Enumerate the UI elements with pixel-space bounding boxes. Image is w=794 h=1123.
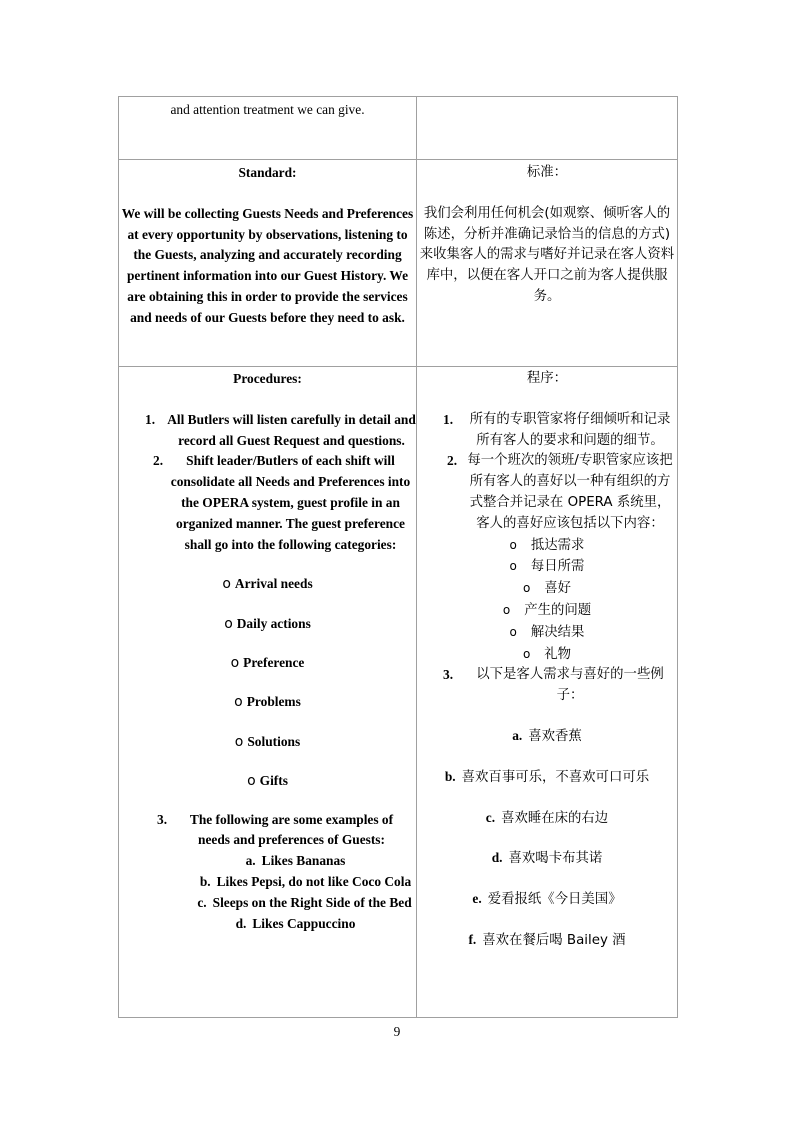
example-item: b. Likes Pepsi, do not like Coco Cola	[199, 874, 412, 890]
list-number: 3.	[443, 667, 454, 683]
list-number: 2.	[447, 453, 458, 469]
bullet-icon: o	[224, 615, 233, 632]
bullet-icon: o	[234, 733, 244, 750]
standard-zh-heading: 标准：	[526, 165, 568, 180]
standard-en-cell	[119, 160, 417, 367]
continued-text: and attention treatment we can give.	[170, 102, 365, 117]
category-item: o 抵达需求	[509, 537, 585, 553]
category-item: o Gifts	[247, 772, 288, 789]
table-row	[119, 160, 678, 367]
bullet-icon: o	[222, 576, 231, 593]
example-item: d. 喜欢喝卡布其诺	[491, 850, 603, 867]
list-item-text: 每一个班次的领班/专职管家应该把所有客人的喜好以一种有组织的方式整合并记录在 OPERA 系统里，客人的喜好应该包括以下内容：	[467, 453, 673, 531]
bullet-icon: o	[522, 581, 531, 596]
procedures-heading: Procedures:	[233, 371, 302, 386]
list-number: 1.	[145, 411, 156, 427]
en-cell	[119, 97, 417, 160]
category-item: o 每日所需	[509, 559, 585, 575]
list-item	[119, 410, 416, 452]
list-item	[417, 665, 677, 707]
bullet-icon: o	[247, 772, 256, 789]
list-number: 2.	[153, 453, 164, 469]
bullet-icon: o	[230, 654, 240, 671]
list-item-text: 以下是客人需求与喜好的一些例子：	[476, 667, 664, 704]
sop-table	[118, 96, 678, 1018]
list-item-text: Shift leader/Butlers of each shift will consolidate all Needs and Preferences into the OPERA system, guest profile in an organized manner. The guest preference shall go into the following categories:	[170, 453, 411, 552]
category-item: o 喜好	[522, 581, 572, 597]
procedures-en-cell	[119, 367, 417, 1018]
procedures-zh-cell	[417, 367, 678, 1018]
table-row	[119, 367, 678, 1018]
example-item: a. Likes Bananas	[245, 853, 346, 869]
example-item: c. Sleeps on the Right Side of the Bed	[197, 894, 412, 910]
category-item: o 解决结果	[509, 624, 585, 640]
bullet-icon: o	[522, 646, 531, 661]
category-item: o Problems	[234, 694, 301, 711]
list-item	[417, 410, 677, 452]
table-row	[119, 97, 678, 160]
list-number: 1.	[443, 411, 454, 427]
category-item: o Solutions	[234, 733, 301, 750]
page-number: 9	[393, 1024, 401, 1039]
example-item: d. Likes Cappuccino	[235, 915, 356, 931]
list-item	[119, 451, 416, 555]
category-item: o 产生的问题	[502, 602, 592, 618]
category-item: o 礼物	[522, 646, 572, 662]
list-item	[119, 810, 416, 852]
bullet-icon: o	[502, 602, 511, 617]
procedures-zh-heading: 程序：	[526, 371, 568, 386]
example-item: a. 喜欢香蕉	[512, 727, 582, 744]
example-item: b. 喜欢百事可乐，不喜欢可口可乐	[444, 768, 650, 785]
category-item: o Arrival needs	[222, 576, 313, 593]
bullet-icon: o	[509, 624, 517, 639]
list-item-text: All Butlers will listen carefully in detail and record all Guest Request and questions.	[167, 411, 416, 448]
list-item	[417, 451, 677, 534]
standard-zh-cell	[417, 160, 678, 367]
example-item: e. 爱看报纸《今日美国》	[472, 891, 622, 908]
list-item-text: The following are some examples of needs and preferences of Guests:	[189, 811, 394, 848]
category-item: o Preference	[230, 654, 305, 671]
category-item: o Daily actions	[224, 615, 311, 632]
standard-zh-body: 我们会利用任何机会(如观察、倾听客人的陈述，分析并准确记录恰当的信息的方式)来收集客人的需求与嗜好并记录在客人资料库中，以便在客人开口之前为客人提供服务。	[419, 205, 675, 304]
bullet-icon: o	[509, 537, 517, 552]
zh-cell	[417, 97, 678, 160]
standard-body: We will be collecting Guests Needs and Preferences at every opportunity by observations, listening to the Guests, analyzing and accurately recording pertinent information into our Guest History. We are obtaining this in order to provide the services and needs of our Guests before they need to ask.	[121, 205, 414, 325]
standard-heading: Standard:	[238, 165, 297, 180]
list-number: 3.	[157, 811, 168, 827]
list-item-text: 所有的专职管家将仔细倾听和记录所有客人的要求和问题的细节。	[469, 411, 671, 448]
example-item: f. 喜欢在餐后喝 Bailey 酒	[468, 931, 626, 948]
example-item: c. 喜欢睡在床的右边	[485, 809, 609, 826]
bullet-icon: o	[509, 559, 517, 574]
bullet-icon: o	[234, 694, 243, 711]
